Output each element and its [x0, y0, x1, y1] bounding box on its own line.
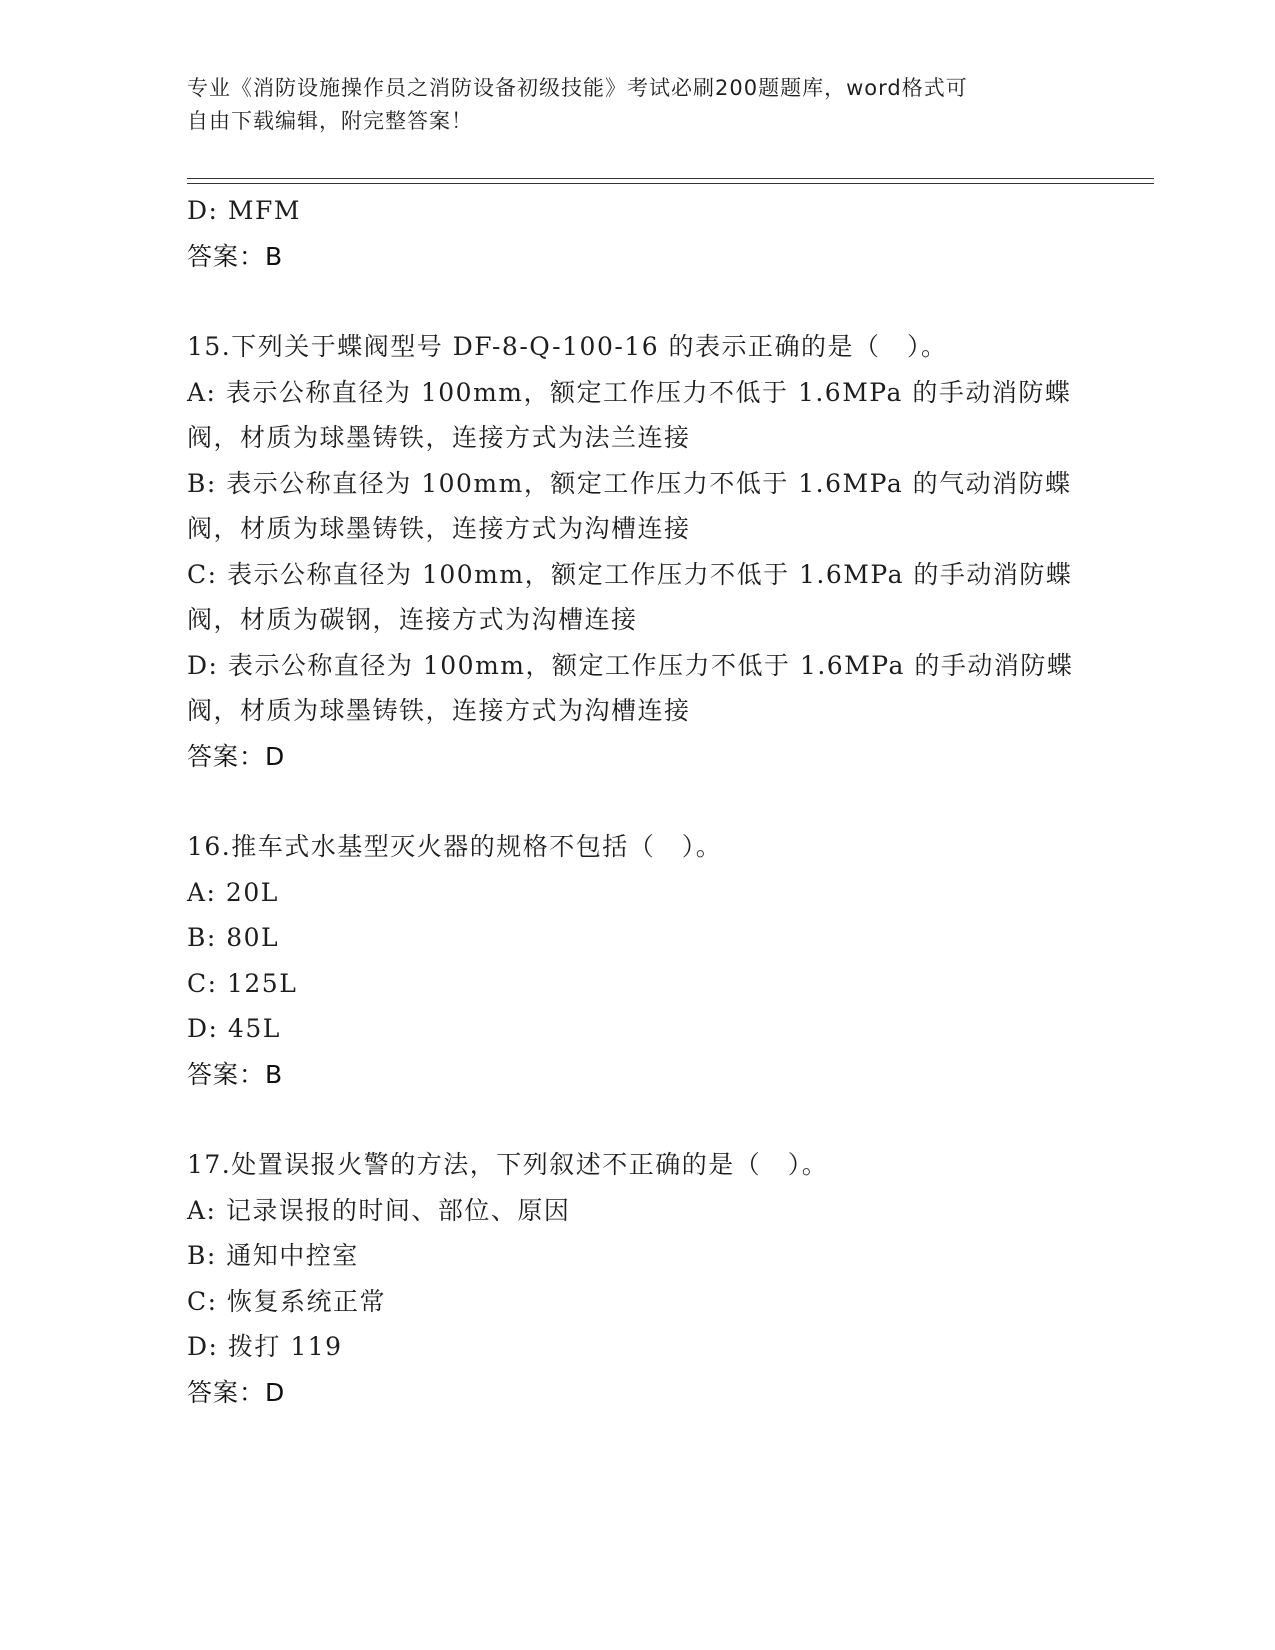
answer-line: 答案：D	[187, 741, 286, 771]
previous-question-tail	[187, 188, 1087, 279]
option-b-line-2: 阀，材质为球墨铸铁，连接方式为沟槽连接	[187, 514, 691, 543]
header-divider	[187, 178, 1154, 184]
option-c-line-1: C: 表示公称直径为 100mm，额定工作压力不低于 1.6MPa 的手动消防蝶	[187, 559, 1073, 589]
option-d: D: 45L	[187, 1014, 281, 1043]
spacer	[187, 279, 1087, 324]
header-line-1: 专业《消防设施操作员之消防设备初级技能》考试必刷200题题库，word格式可	[187, 76, 968, 100]
question-stem: 17.处置误报火警的方法，下列叙述不正确的是（ ）。	[187, 1150, 829, 1179]
option-d-line-2: 阀，材质为球墨铸铁，连接方式为沟槽连接	[187, 696, 691, 725]
option-a: A: 记录误报的时间、部位、原因	[187, 1195, 571, 1225]
option-c: C: 恢复系统正常	[187, 1286, 386, 1316]
answer-line: 答案：B	[187, 1059, 284, 1089]
document-header	[187, 72, 1087, 138]
option-b: B: 80L	[187, 923, 280, 952]
document-body	[187, 188, 1087, 1415]
option-c: C: 125L	[187, 968, 298, 998]
question-17	[187, 1142, 1087, 1415]
question-stem: 16.推车式水基型灭火器的规格不包括（ ）。	[187, 832, 723, 861]
answer-line: 答案：D	[187, 1377, 286, 1407]
option-a-line-1: A: 表示公称直径为 100mm，额定工作压力不低于 1.6MPa 的手动消防蝶	[187, 377, 1072, 407]
option-d: D: 拨打 119	[187, 1332, 343, 1361]
question-stem: 15.下列关于蝶阀型号 DF-8-Q-100-16 的表示正确的是（ ）。	[187, 332, 948, 361]
option-d: D: MFM	[187, 196, 301, 225]
question-15	[187, 324, 1087, 779]
option-a-line-2: 阀，材质为球墨铸铁，连接方式为法兰连接	[187, 423, 691, 452]
answer-line: 答案：B	[187, 241, 284, 271]
option-b-line-1: B: 表示公称直径为 100mm，额定工作压力不低于 1.6MPa 的气动消防蝶	[187, 468, 1072, 498]
option-d-line-1: D: 表示公称直径为 100mm，额定工作压力不低于 1.6MPa 的手动消防蝶	[187, 650, 1074, 680]
question-16	[187, 824, 1087, 1097]
option-b: B: 通知中控室	[187, 1241, 359, 1270]
header-line-2: 自由下载编辑，附完整答案！	[187, 109, 473, 133]
option-a: A: 20L	[187, 877, 279, 907]
spacer	[187, 1097, 1087, 1142]
spacer	[187, 779, 1087, 824]
option-c-line-2: 阀，材质为碳钢，连接方式为沟槽连接	[187, 605, 638, 634]
